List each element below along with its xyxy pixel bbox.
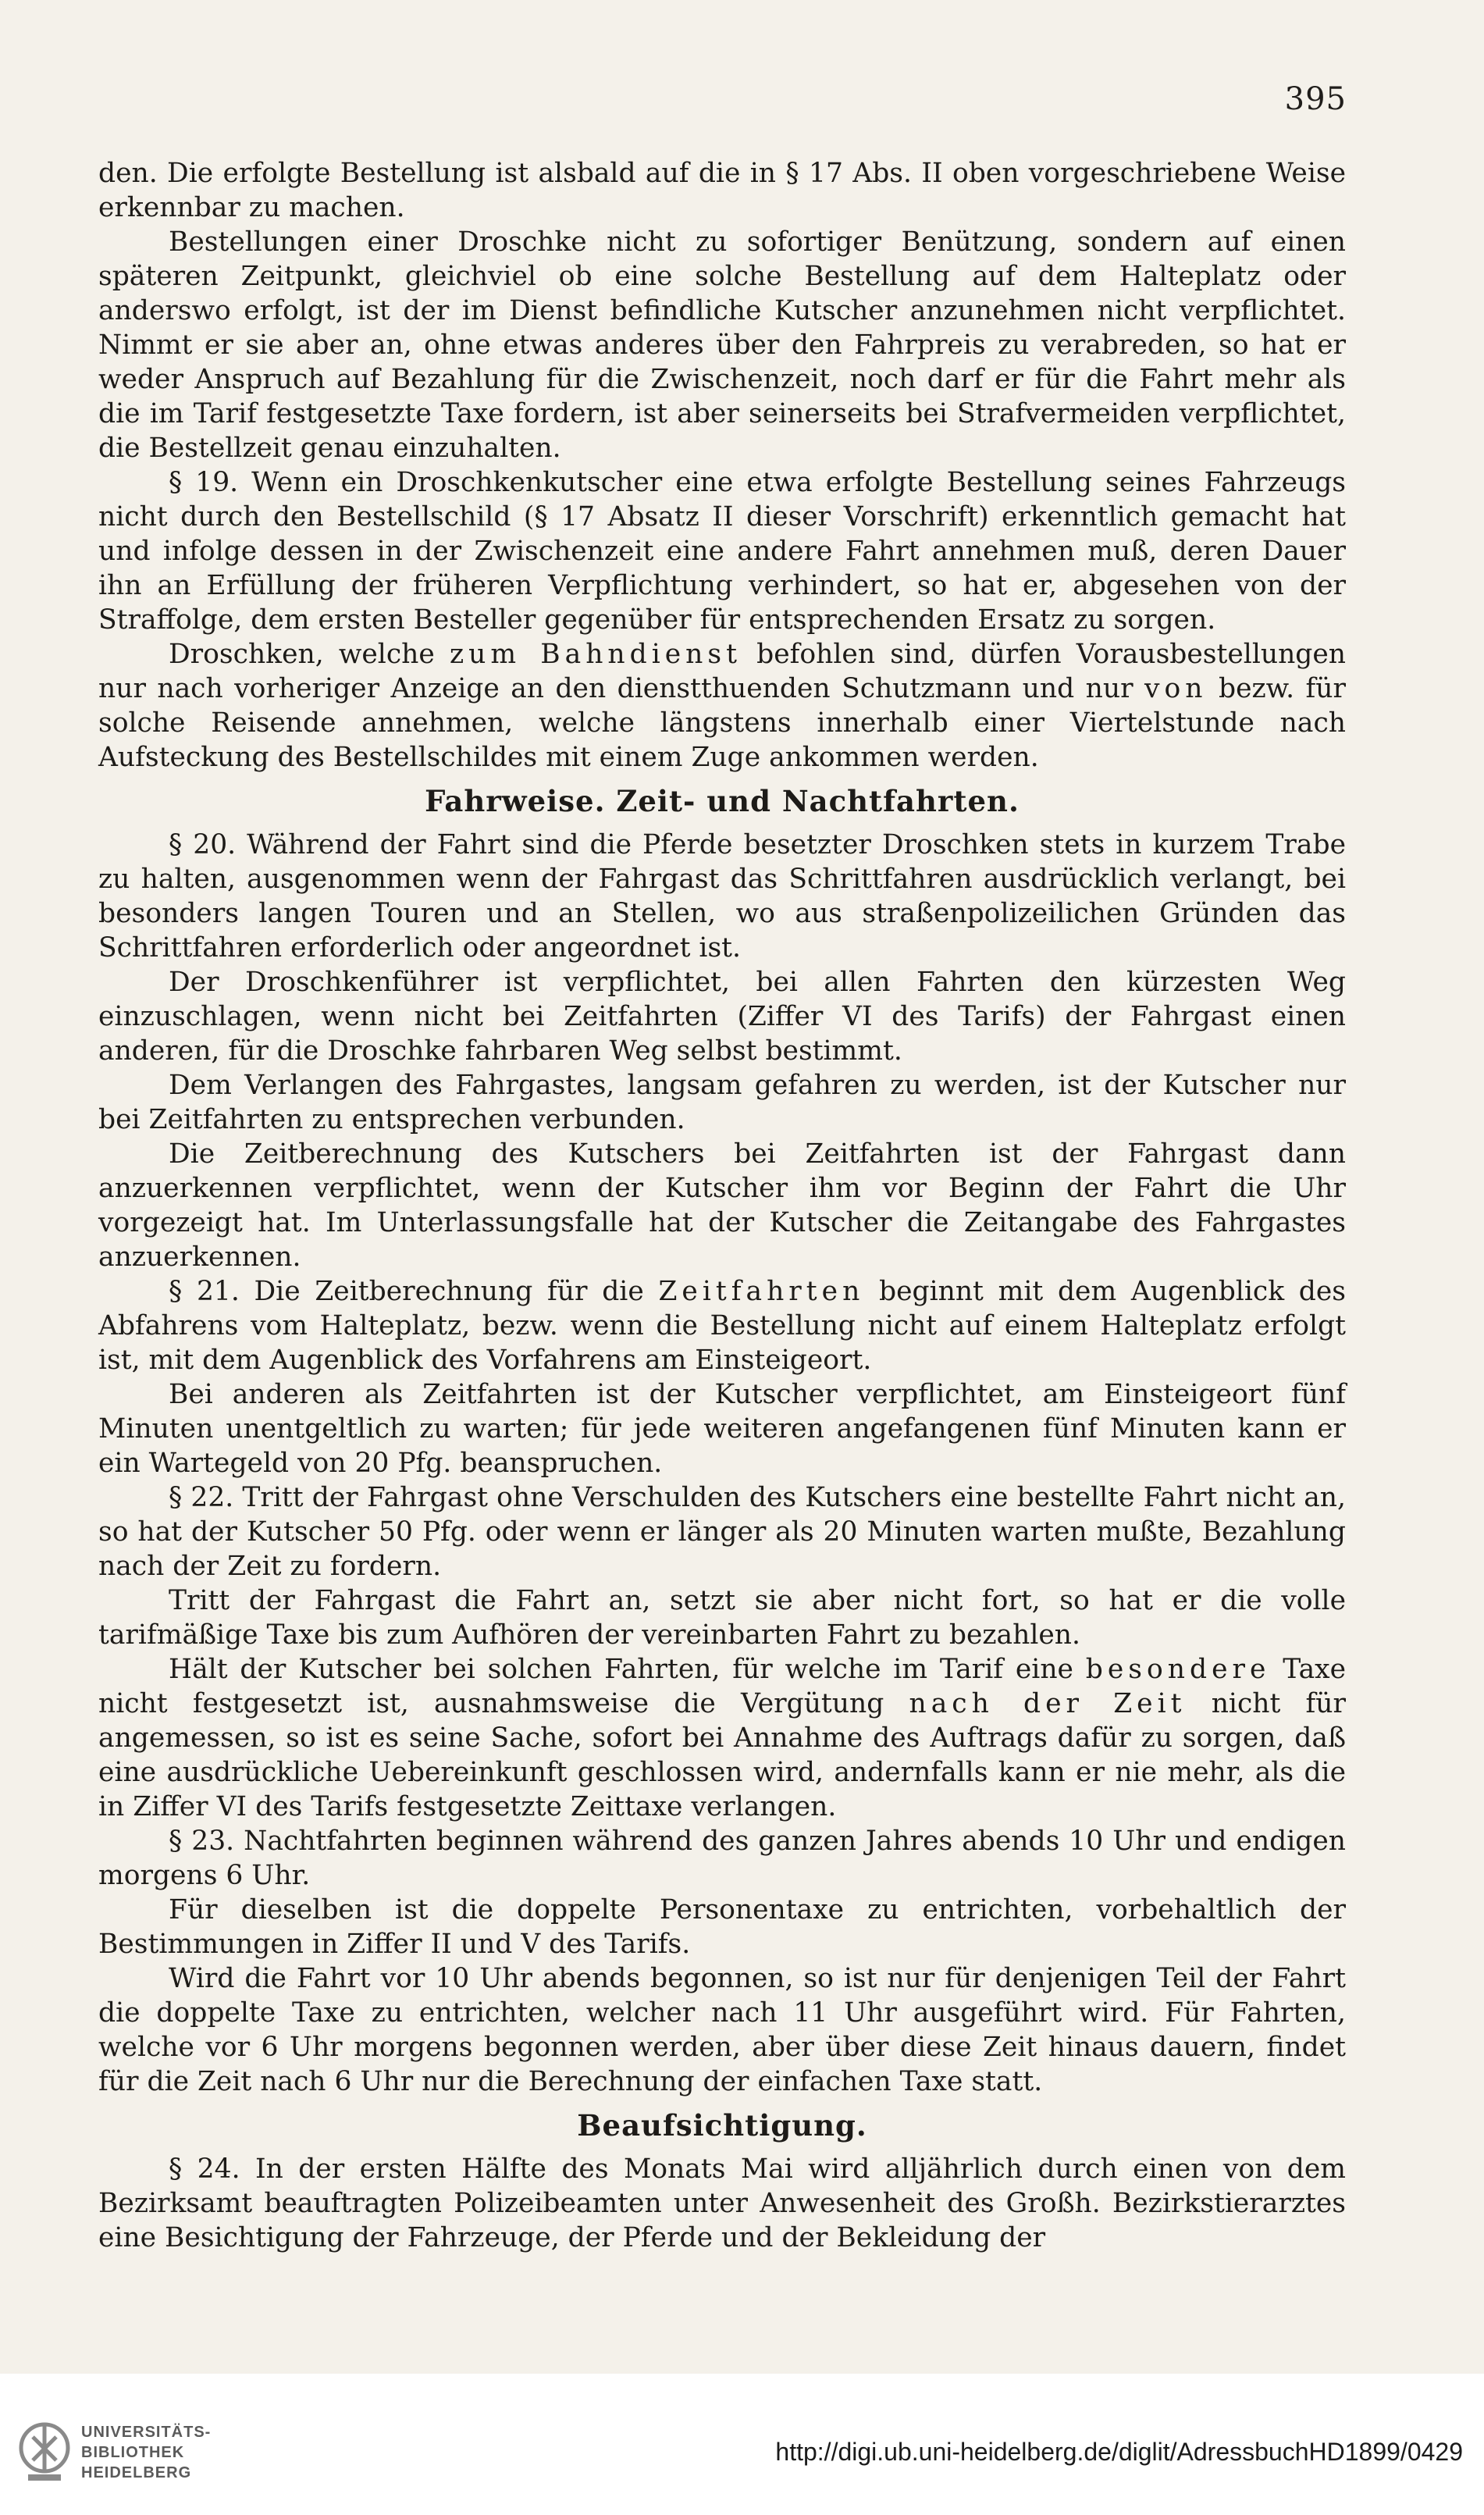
text-run: § 21. Die Zeitberechnung für die <box>169 1276 644 1307</box>
section-heading: Fahrweise. Zeit- und Nachtfahrten. <box>425 784 1020 818</box>
spaced-text: Zeitfahrten <box>658 1276 865 1307</box>
spaced-text: besondere <box>1085 1654 1271 1685</box>
library-name-line: UNIVERSITÄTS- <box>81 2424 212 2441</box>
paragraph-section-21 <box>98 1274 1346 1377</box>
source-url-link[interactable]: http://digi.ub.uni-heidelberg.de/diglit/AdressbuchHD1899/0429 <box>775 2438 1463 2466</box>
university-seal-icon <box>17 2417 72 2484</box>
section-heading: Beaufsichtigung. <box>577 2108 867 2143</box>
paragraph: Dem Verlangen des Fahrgastes, langsam gefahren zu werden, ist der Kutscher nur bei Zeitfahrten zu entsprechen verbunden. <box>98 1070 1346 1135</box>
library-name-line: BIBLIOTHEK <box>81 2444 185 2461</box>
paragraph: Für dieselben ist die doppelte Personentaxe zu entrichten, vorbehaltlich der Bestimmungen in Ziffer II und V des Tarifs. <box>98 1894 1346 1960</box>
library-name <box>81 2422 211 2483</box>
paragraph: Die Zeitberechnung des Kutschers bei Zeitfahrten ist der Fahrgast dann anzuerkennen verpflichtet, wenn der Kutscher ihm vor Beginn der Fahrt die Uhr vorgezeigt hat. Im Unterlassungsfalle hat der Kutscher die Zeitangabe des Fahrgastes anzuerkennen. <box>98 1138 1346 1273</box>
spaced-text: nach der Zeit <box>909 1688 1187 1719</box>
paragraph-section-20: § 20. Während der Fahrt sind die Pferde besetzter Droschken stets in kurzem Trabe zu halten, ausgenommen wenn der Fahrgast das Schrittfahren ausdrücklich verlangt, bei besonders langen Touren und an Stellen, wo aus straßenpolizeilichen Gründen das Schrittfahren erforderlich oder angeordnet ist. <box>98 829 1346 964</box>
paragraph: Bestellungen einer Droschke nicht zu sofortiger Benützung, sondern auf einen späteren Zeitpunkt, gleichviel ob eine solche Bestellung auf dem Halteplatz oder anderswo erfolgt, ist der im Dienst befindliche Kutscher anzunehmen nicht verpflichtet. Nimmt er sie aber an, ohne etwas anderes über den Fahrpreis zu verabreden, so hat er weder Anspruch auf Bezahlung für die Zwischenzeit, noch darf er für die Fahrt mehr als die im Tarif festgesetzte Taxe fordern, ist aber seinerseits bei Strafvermeiden verpflichtet, die Bestellzeit genau einzuhalten. <box>98 226 1346 464</box>
spaced-text: von <box>1144 673 1208 704</box>
paragraph-section-22: § 22. Tritt der Fahrgast ohne Verschulden des Kutschers eine bestellte Fahrt nicht an, so hat der Kutscher 50 Pfg. oder wenn er länger als 20 Minuten warten mußte, Bezahlung nach der Zeit zu fordern. <box>98 1482 1346 1582</box>
text-run: Droschken, welche <box>169 639 435 670</box>
paragraph <box>98 637 1346 775</box>
text-run: befohlen sind, dürfen Vorausbestellungen nur nach vorheriger Anzeige an den dienstthuenden Schutzmann und nur <box>98 639 1347 704</box>
paragraph <box>98 1652 1346 1824</box>
paragraph: den. Die erfolgte Bestellung ist alsbald auf die in § 17 Abs. II oben vorgeschriebene Weise erkennbar zu machen. <box>98 158 1346 223</box>
page-text <box>98 156 1346 2255</box>
text-run: nicht für angemessen, so ist es seine Sache, sofort bei Annahme des Auftrags dafür zu sorgen, daß eine ausdrückliche Uebereinkunft geschlossen wird, andernfalls kann er nie mehr, als die in Ziffer VI des Tarifs festgesetzte Zeittaxe verlangen. <box>98 1688 1347 1822</box>
text-run: bezw. für solche Reisende annehmen, welche längstens innerhalb einer Viertelstunde nach Aufsteckung des Bestellschildes mit einem Zuge ankommen werden. <box>98 673 1346 773</box>
text-run: Taxe nicht festgesetzt ist, ausnahmsweise die Vergütung <box>98 1654 1347 1719</box>
paragraph: Wird die Fahrt vor 10 Uhr abends begonnen, so ist nur für denjenigen Teil der Fahrt die doppelte Taxe zu entrichten, welcher nach 11 Uhr ausgeführt wird. Für Fahrten, welche vor 6 Uhr morgens begonnen werden, aber über diese Zeit hinaus dauern, findet für die Zeit nach 6 Uhr nur die Berechnung der einfachen Taxe statt. <box>98 1963 1346 2097</box>
paragraph-section-19: § 19. Wenn ein Droschkenkutscher eine etwa erfolgte Bestellung seines Fahrzeugs nicht durch den Bestellschild (§ 17 Absatz II dieser Vorschrift) erkenntlich gemacht hat und infolge dessen in der Zwischenzeit eine andere Fahrt annehmen muß, deren Dauer ihn an Erfüllung der früheren Verpflichtung verhindert, so hat er, abgesehen von der Straffolge, dem ersten Besteller gegenüber für entsprechenden Ersatz zu sorgen. <box>98 467 1346 636</box>
paragraph: Bei anderen als Zeitfahrten ist der Kutscher verpflichtet, am Einsteigeort fünf Minuten unentgeltlich zu warten; für jede weiteren angefangenen fünf Minuten kann er ein Wartegeld von 20 Pfg. beanspruchen. <box>98 1379 1346 1479</box>
paragraph-section-23: § 23. Nachtfahrten beginnen während des ganzen Jahres abends 10 Uhr und endigen morgens 6 Uhr. <box>98 1826 1346 1891</box>
paragraph: Der Droschkenführer ist verpflichtet, bei allen Fahrten den kürzesten Weg einzuschlagen, wenn nicht bei Zeitfahrten (Ziffer VI des Tarifs) der Fahrgast einen anderen, für die Droschke fahrbaren Weg selbst bestimmt. <box>98 967 1346 1067</box>
text-run: Hält der Kutscher bei solchen Fahrten, für welche im Tarif eine <box>169 1654 1073 1685</box>
text-run: beginnt mit dem Augenblick des Abfahrens vom Halteplatz, bezw. wenn die Bestellung nicht auf einem Halteplatz erfolgt ist, mit dem Augenblick des Vorfahrens am Einsteigeort. <box>98 1276 1347 1376</box>
library-name-line: HEIDELBERG <box>81 2464 192 2481</box>
paragraph: Tritt der Fahrgast die Fahrt an, setzt sie aber nicht fort, so hat er die volle tarifmäßige Taxe bis zum Aufhören der vereinbarten Fahrt zu bezahlen. <box>98 1585 1346 1651</box>
footer <box>0 2374 1484 2515</box>
spaced-text: zum Bahndienst <box>449 639 742 670</box>
paragraph-section-24: § 24. In der ersten Hälfte des Monats Mai wird alljährlich durch einen von dem Bezirksamt beauftragten Polizeibeamten unter Anwesenheit des Großh. Bezirkstierarztes eine Besichtigung der Fahrzeuge, der Pferde und der Bekleidung der <box>98 2153 1346 2253</box>
page-number: 395 <box>1284 81 1347 117</box>
